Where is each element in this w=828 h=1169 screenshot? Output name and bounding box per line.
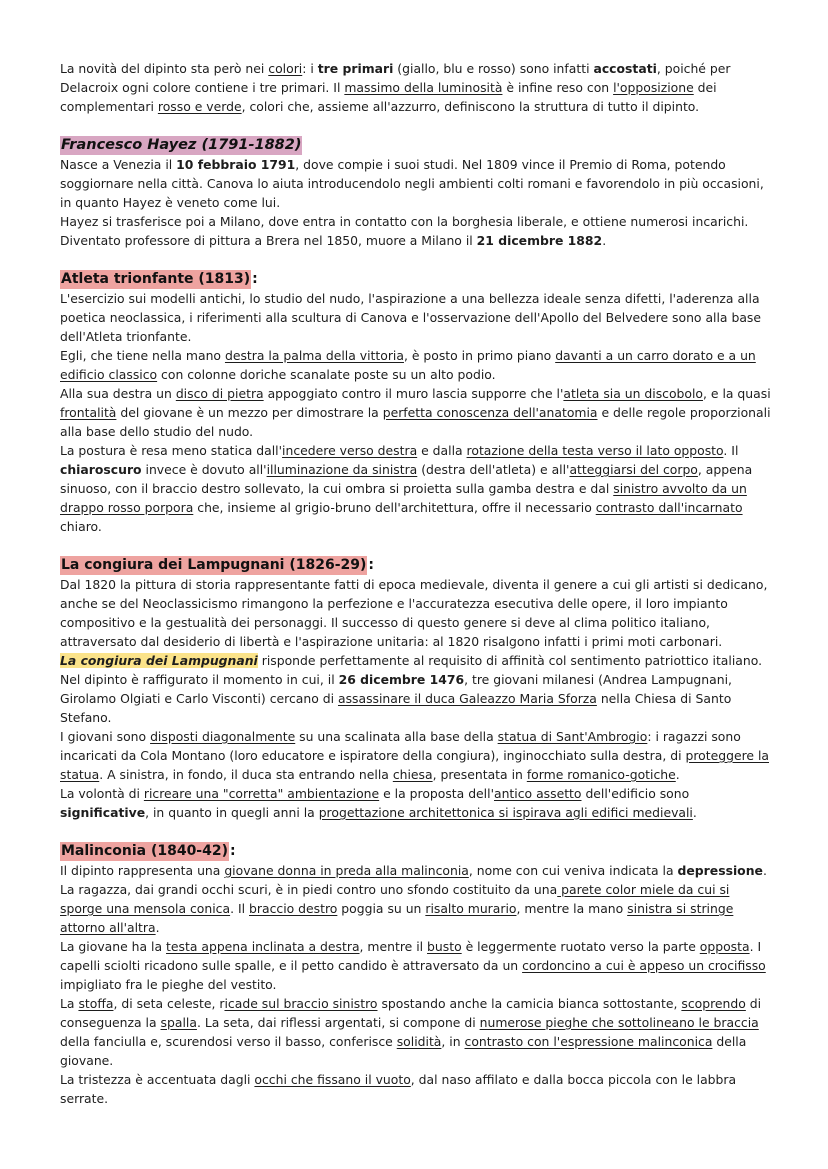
text-run: Egli, che tiene nella mano <box>60 348 225 363</box>
text-run: su una scalinata alla base della <box>295 729 498 744</box>
heading-colon: : <box>368 557 375 573</box>
text-run: : i <box>302 61 318 76</box>
text-run: Alla sua destra un <box>60 386 176 401</box>
congiura-paragraph-2 <box>60 651 772 727</box>
section-heading-malinconia: Malinconia (1840-42) <box>61 843 229 859</box>
text-run: , poiché per Delacroix ogni colore contiene i tre primari. Il <box>60 61 731 95</box>
notes-page <box>60 59 772 1108</box>
text-run: La postura è resa meno statica dall' <box>60 443 283 458</box>
text-run: chiaro. <box>60 519 102 534</box>
underlined-text: progettazione architettonica si ispirava agli edifici medievali <box>318 805 693 820</box>
text-run: e delle regole proporzionali alla base dello studio del nudo. <box>60 405 771 439</box>
atleta-paragraph-2 <box>60 346 772 384</box>
text-run: della giovane. <box>60 1034 747 1068</box>
text-run: , appena sinuoso, con il braccio destro sollevato, la cui ombra si proietta sulla gamba destra e dal <box>60 462 753 496</box>
text-run: , mentre la mano <box>516 901 628 916</box>
underlined-text: contrasto con l'espressione malinconica <box>464 1034 713 1049</box>
heading-colon: : <box>252 271 258 287</box>
underlined-text: destra la palma della vittoria <box>224 348 404 363</box>
bold-text: significative <box>60 805 146 820</box>
text-run: spostando anche la camicia bianca sottostante, <box>377 996 682 1011</box>
hayez-paragraph-2 <box>60 212 772 250</box>
text-run: di conseguenza la <box>60 996 762 1030</box>
text-run: che, insieme al grigio-bruno dell'architettura, offre il necessario <box>193 500 596 515</box>
underlined-text: numerose pieghe che sottolineano le braccia <box>479 1015 759 1030</box>
text-run: . <box>762 863 767 878</box>
text-run: risponde perfettamente al requisito di affinità col sentimento patriottico italiano. Nel dipinto è raffigurato il momento in cui, il <box>60 653 763 687</box>
section-heading-hayez: Francesco Hayez (1791-1882) <box>61 137 302 153</box>
intro-paragraph <box>60 59 772 116</box>
underlined-text: statua di Sant'Ambrogio <box>497 729 648 744</box>
underlined-text: massimo della luminosità <box>344 80 503 95</box>
malinconia-paragraph-1 <box>60 861 772 880</box>
text-run: , e la quasi <box>703 386 771 401</box>
text-run: La ragazza, dai grandi occhi scuri, è in piedi contro uno sfondo costituito da una <box>60 882 558 897</box>
section-heading-atleta: Atleta trionfante (1813) <box>61 271 251 287</box>
malinconia-paragraph-2 <box>60 880 772 937</box>
bold-text: tre primari <box>317 61 394 76</box>
spacer <box>60 250 772 269</box>
congiura-paragraph-4 <box>60 784 772 822</box>
underlined-text: atleta sia un discobolo <box>563 386 704 401</box>
text-run: . I capelli sciolti ricadono sulle spalle, e il petto candido è attraversato da un <box>60 939 762 973</box>
section-atleta <box>60 269 772 536</box>
text-run: , dove compie i suoi studi. Nel 1809 vince il Premio di Roma, potendo soggiornare nella città. Canova lo aiuta introducendolo negli ambienti colti romani e favorendolo in più occasioni, in quanto Hayez è veneto come lui. <box>60 157 764 210</box>
underlined-text: solidità <box>396 1034 442 1049</box>
underlined-text: contrasto dall'incarnato <box>595 500 743 515</box>
text-run: nella Chiesa di Santo Stefano. <box>60 691 732 725</box>
text-run: (giallo, blu e rosso) sono infatti <box>393 61 594 76</box>
text-run: . <box>675 767 680 782</box>
underlined-text: spalla <box>160 1015 197 1030</box>
bold-text: 26 dicembre 1476 <box>338 672 465 687</box>
text-run: dell'edificio sono <box>581 786 690 801</box>
text-run: La tristezza è accentuata dagli <box>60 1072 255 1087</box>
underlined-text: busto <box>427 939 462 954</box>
text-run: La giovane ha la <box>60 939 167 954</box>
text-run: . <box>692 805 697 820</box>
text-run: . Il <box>723 443 739 458</box>
underlined-text: antico assetto <box>493 786 582 801</box>
text-run: , in <box>441 1034 465 1049</box>
text-run: e la proposta dell' <box>379 786 494 801</box>
underlined-text: risalto murario <box>425 901 517 916</box>
bold-text: depressione <box>677 863 763 878</box>
text-run: I giovani sono <box>60 729 151 744</box>
text-run: Hayez si trasferisce poi a Milano, dove entra in contatto con la borghesia liberale, e ottiene numerosi incarichi. Diventato professore di pittura a Brera nel 1850, muore a Milano il <box>60 214 749 248</box>
underlined-text: braccio destro <box>249 901 338 916</box>
underlined-text: opposta <box>699 939 750 954</box>
text-run: , tre giovani milanesi (Andrea Lampugnani, Girolamo Olgiati e Carlo Visconti) cercano di <box>60 672 732 706</box>
underlined-text: giovane donna in preda alla malinconia <box>224 863 469 878</box>
text-run: poggia su un <box>337 901 426 916</box>
text-run: Dal 1820 la pittura di storia rappresentante fatti di epoca medievale, diventa il genere a cui gli artisti si dedicano, anche se del Neoclassicismo rimangono la perfezione e l'accuratezza esecutiva delle opere, il loro impianto compositivo e la gestualità dei personaggi. Il successo di questo genere si deve al clima politico italiano, attraversato dal desiderio di libertà e l'aspirazione unitaria: al 1820 risalgono infatti i primi moti carbonari. <box>60 577 768 649</box>
text-run: , in quanto in quegli anni la <box>145 805 319 820</box>
spacer <box>60 822 772 841</box>
hayez-paragraph-1 <box>60 155 772 212</box>
underlined-text: disco di pietra <box>175 386 264 401</box>
spacer <box>60 116 772 135</box>
text-run: , nome con cui veniva indicata la <box>468 863 678 878</box>
text-run: (destra dell'atleta) e all' <box>417 462 570 477</box>
bold-text: 21 dicembre 1882 <box>476 233 603 248</box>
bold-text: chiaroscuro <box>60 462 142 477</box>
malinconia-paragraph-5 <box>60 1070 772 1108</box>
underlined-text: disposti diagonalmente <box>150 729 296 744</box>
malinconia-paragraph-4 <box>60 994 772 1070</box>
text-run: La novità del dipinto sta però nei <box>60 61 269 76</box>
section-hayez <box>60 135 772 250</box>
text-run: e dalla <box>417 443 467 458</box>
text-run: della fanciulla e, scurendosi verso il basso, conferisce <box>60 1034 397 1049</box>
highlighted-title: La congiura dei Lampugnani <box>60 653 258 668</box>
underlined-text: frontalità <box>60 405 117 420</box>
text-run: . La seta, dai riflessi argentati, si compone di <box>196 1015 480 1030</box>
underlined-text: rotazione della testa verso il lato opposto <box>466 443 724 458</box>
underlined-text: ricreare una "corretta" ambientazione <box>143 786 380 801</box>
underlined-text: icade sul braccio sinistro <box>224 996 378 1011</box>
underlined-text: rosso e verde <box>157 99 242 114</box>
spacer <box>60 536 772 555</box>
atleta-paragraph-4 <box>60 441 772 536</box>
text-run: invece è dovuto all' <box>141 462 267 477</box>
underlined-text: proteggere la statua <box>60 748 769 782</box>
underlined-text: assassinare il duca Galeazzo Maria Sforza <box>337 691 597 706</box>
text-run: . Il <box>230 901 250 916</box>
congiura-paragraph-3 <box>60 727 772 784</box>
bold-text: 10 febbraio 1791 <box>176 157 296 172</box>
underlined-text: incedere verso destra <box>282 443 418 458</box>
malinconia-paragraph-3 <box>60 937 772 994</box>
underlined-text: perfetta conoscenza dell'anatomia <box>382 405 598 420</box>
section-malinconia <box>60 841 772 1108</box>
text-run: , è posto in primo piano <box>403 348 556 363</box>
underlined-text: stoffa <box>78 996 114 1011</box>
text-run: La <box>60 996 79 1011</box>
text-run: Nasce a Venezia il <box>60 157 177 172</box>
underlined-text: testa appena inclinata a destra <box>166 939 360 954</box>
underlined-text: l'opposizione <box>613 80 694 95</box>
underlined-text: parete color miele da cui si sporge una mensola conica <box>60 882 730 916</box>
text-run: , presentata in <box>432 767 527 782</box>
section-congiura <box>60 555 772 822</box>
underlined-text: illuminazione da sinistra <box>266 462 418 477</box>
underlined-text: sinistro avvolto da un drappo rosso porpora <box>60 481 747 515</box>
heading-colon: : <box>230 843 236 859</box>
underlined-text: colori <box>268 61 303 76</box>
underlined-text: sinistra si stringe attorno all'altra <box>60 901 734 935</box>
text-run: , mentre il <box>359 939 428 954</box>
underlined-text: davanti a un carro dorato e a un edificio classico <box>60 348 756 382</box>
text-run: è infine reso con <box>502 80 614 95</box>
text-run: . A sinistra, in fondo, il duca sta entrando nella <box>99 767 393 782</box>
text-run: con colonne doriche scanalate poste su un alto podio. <box>157 367 496 382</box>
text-run: , colori che, assieme all'azzurro, definiscono la struttura di tutto il dipinto. <box>241 99 700 114</box>
underlined-text: scoprendo <box>681 996 746 1011</box>
text-run: impigliato fra le pieghe del vestito. <box>60 977 277 992</box>
atleta-paragraph-1 <box>60 289 772 346</box>
text-run: Il dipinto rappresenta una <box>60 863 225 878</box>
underlined-text: atteggiarsi del corpo <box>569 462 698 477</box>
text-run: . <box>155 920 160 935</box>
text-run: L'esercizio sui modelli antichi, lo studio del nudo, l'aspirazione a una bellezza ideale senza difetti, l'aderenza alla poetica neoclassica, i riferimenti alla scultura di Canova e l'osservazione dell'Apollo del Belvedere sono alla base dell'Atleta trionfante. <box>60 291 761 344</box>
underlined-text: occhi che fissano il vuoto <box>254 1072 411 1087</box>
congiura-paragraph-1 <box>60 575 772 651</box>
text-run: è leggermente ruotato verso la parte <box>461 939 700 954</box>
underlined-text: cordoncino a cui è appeso un crocifisso <box>522 958 766 973</box>
atleta-paragraph-3 <box>60 384 772 441</box>
text-run: appoggiato contro il muro lascia supporre che l' <box>263 386 564 401</box>
text-run: del giovane è un mezzo per dimostrare la <box>116 405 383 420</box>
text-run: : i ragazzi sono incaricati da Cola Montano (loro educatore e ispiratore della congiura), inginocchiato sulla destra, di <box>60 729 741 763</box>
text-run: La volontà di <box>60 786 144 801</box>
underlined-text: chiesa <box>392 767 433 782</box>
text-run: , di seta celeste, r <box>113 996 225 1011</box>
underlined-text: forme romanico-gotiche <box>526 767 676 782</box>
bold-text: accostati <box>593 61 657 76</box>
text-run: . <box>602 233 607 248</box>
text-run: , dal naso affilato e dalla bocca piccola con le labbra serrate. <box>60 1072 737 1106</box>
text-run: dei complementari <box>60 80 717 114</box>
section-heading-congiura: La congiura dei Lampugnani (1826-29) <box>61 557 367 573</box>
